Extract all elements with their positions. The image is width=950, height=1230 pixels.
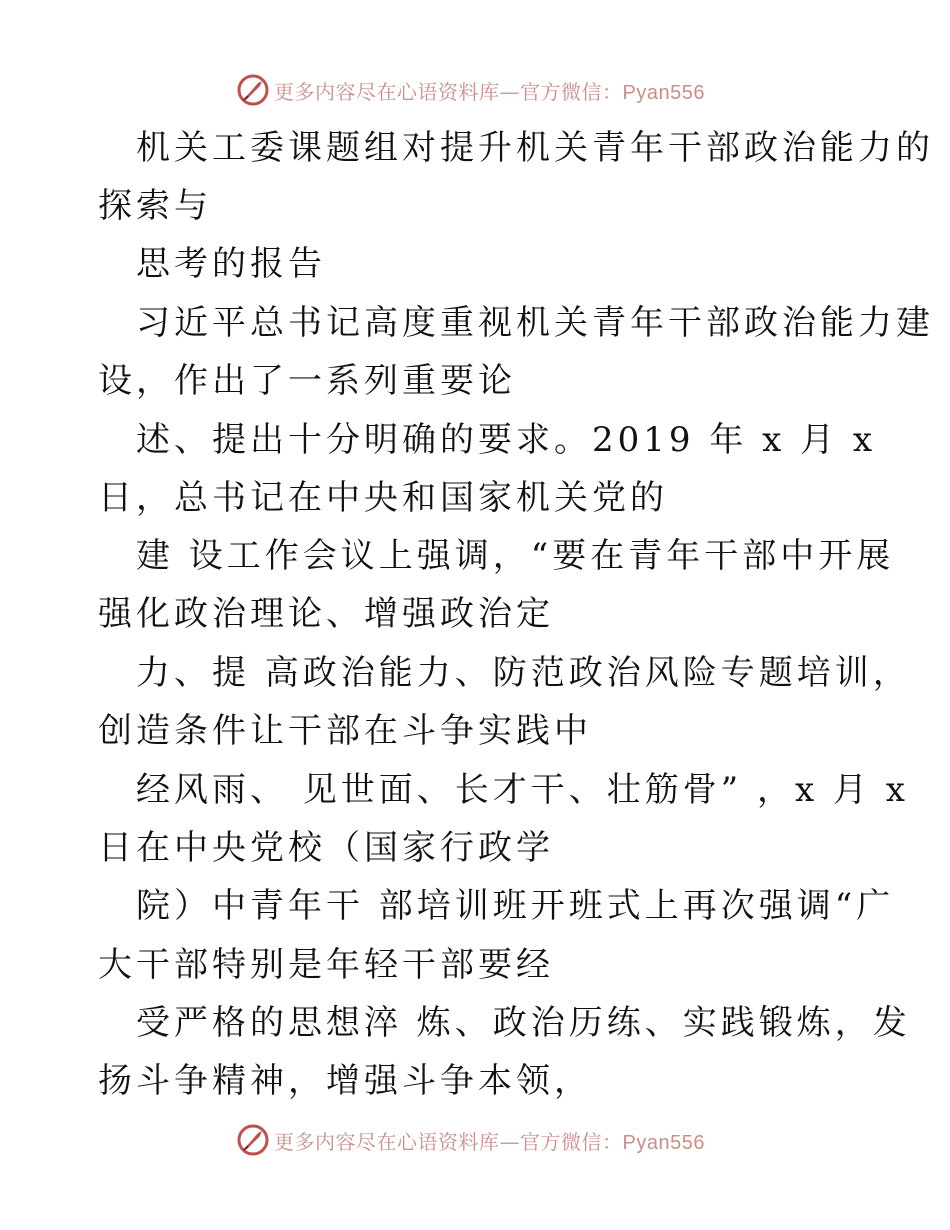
watermark-wechat-id: Pyan556 — [622, 1131, 705, 1154]
text-line: 建 设工作会议上强调，“要在青年干部中开展 — [136, 536, 895, 576]
text-line: 大干部特别是年轻干部要经 — [98, 945, 554, 985]
watermark-text — [274, 1126, 705, 1155]
text-line: 院）中青年干 部培训班开班式上再次强调“广 — [136, 886, 895, 926]
watermark-wechat-label: 官方微信： — [520, 1129, 623, 1154]
text-line: 习近平总书记高度重视机关青年干部政治能力建 — [136, 303, 934, 343]
watermark-brand: 更多内容尽在心语资料库 — [274, 79, 500, 104]
watermark-dash: — — [499, 1129, 520, 1154]
text-line: 日在中央党校（国家行政学 — [98, 828, 554, 868]
watermark-footer — [236, 1122, 705, 1158]
text-line: 思考的报告 — [136, 244, 326, 284]
text-line: 力、提 高政治能力、防范政治风险专题培训， — [136, 653, 911, 693]
text-line: 经风雨、 见世面、长才干、壮筋骨” ，x 月 x — [136, 770, 909, 810]
text-line: 述、提出十分明确的要求。2019 年 x 月 x — [136, 420, 877, 460]
quill-pen-logo-icon — [236, 1123, 270, 1157]
text-line: 机关工委课题组对提升机关青年干部政治能力的 — [136, 128, 934, 168]
text-line: 强化政治理论、增强政治定 — [98, 594, 554, 634]
watermark-wechat-id: Pyan556 — [622, 81, 705, 104]
text-line: 创造条件让干部在斗争实践中 — [98, 711, 592, 751]
watermark-text — [274, 76, 705, 105]
text-line: 扬斗争精神，增强斗争本领， — [98, 1061, 592, 1101]
watermark-dash: — — [499, 79, 520, 104]
quill-pen-logo-icon — [236, 73, 270, 107]
watermark-brand: 更多内容尽在心语资料库 — [274, 1129, 500, 1154]
watermark-header — [236, 72, 705, 108]
text-line: 日，总书记在中央和国家机关党的 — [98, 478, 668, 518]
text-line: 受严格的思想淬 炼、政治历练、实践锻炼，发 — [136, 1003, 911, 1043]
text-line: 设，作出了一系列重要论 — [98, 361, 516, 401]
watermark-wechat-label: 官方微信： — [520, 79, 623, 104]
text-line: 探索与 — [98, 186, 212, 226]
